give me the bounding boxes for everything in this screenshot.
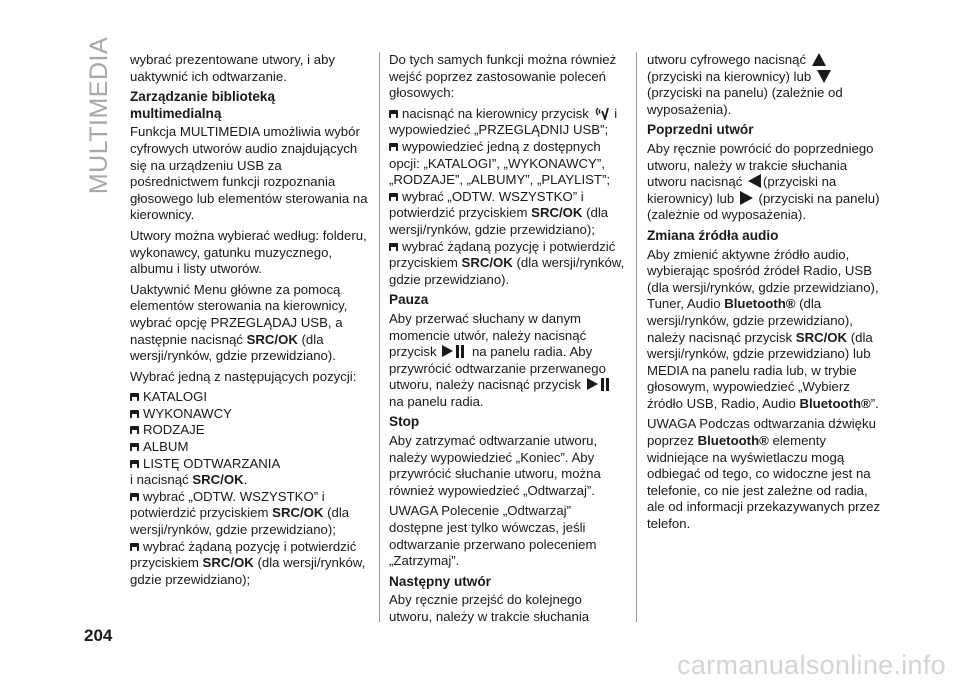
voice-command-icon xyxy=(595,107,609,120)
list-item: wybrać żądaną pozycję i potwierdzić przyciskiem SRC/OK (dla wersji/rynków, gdzie przewidziano); xyxy=(130,538,366,587)
heading-library: Zarządzanie biblioteką multimedialną xyxy=(130,89,276,121)
column-3 xyxy=(647,52,884,562)
bullet-icon xyxy=(130,426,139,434)
paragraph: Funkcja MULTIMEDIA umożliwia wybór cyfrowych utworów audio znajdujących się na urządzeniu USB za pośrednictwem funkcji rozpoznania głosowego lub elementów sterowania na kierownicy. xyxy=(130,124,368,223)
list-item: WYKONAWCY xyxy=(130,406,370,423)
paragraph: Do tych samych funkcji można również wejść poprzez zastosowanie poleceń głosowych: xyxy=(389,52,617,101)
note: UWAGA Polecenie „Odtwarzaj” dostępne jest tylko wówczas, jeśli odtwarzanie przerwano poleceniem „Zatrzymaj”. xyxy=(389,503,597,569)
list-item: wybrać „ODTW. WSZYSTKO” i potwierdzić przyciskiem SRC/OK (dla wersji/rynków, gdzie przewidziano); xyxy=(130,488,350,538)
column-1 xyxy=(130,52,370,612)
column-2 xyxy=(389,52,626,624)
bullet-icon xyxy=(389,143,398,151)
list-item: LISTĘ ODTWARZANIA xyxy=(130,456,370,473)
heading-previous-track: Poprzedni utwór xyxy=(647,122,754,138)
arrow-down-icon xyxy=(817,70,831,83)
paragraph: i nacisnąć SRC/OK. xyxy=(130,472,248,488)
note: UWAGA Podczas odtwarzania dźwięku poprzez Bluetooth® elementy widniejące na wyświetlaczu mogą odbiegać od tego, co widoczne jest na telefonie, co nie jest zależne od radia, ale od informacji przekazywanych przez telefon. xyxy=(647,416,881,532)
heading-next-track: Następny utwór xyxy=(389,573,491,589)
list-item: KATALOGI xyxy=(130,389,370,406)
column-divider xyxy=(636,52,637,622)
arrow-up-icon xyxy=(812,53,826,66)
paragraph: Utwory można wybierać według: folderu, wykonawcy, gatunku muzycznego, albumu i listy utworów. xyxy=(130,227,367,277)
list-item: RODZAJE xyxy=(130,422,370,439)
paragraph: Uaktywnić Menu główne za pomocą elementów sterowania na kierownicy, wybrać opcję PRZEGLĄDAJ USB, a następnie nacisnąć SRC/OK (dla wersji/rynków, gdzie przewidziano). xyxy=(130,281,348,364)
play-pause-icon xyxy=(587,378,611,391)
bullet-icon xyxy=(130,460,139,468)
heading-pause: Pauza xyxy=(389,292,429,308)
bullet-icon xyxy=(130,443,139,451)
bullet-icon xyxy=(130,493,139,501)
bullet-icon xyxy=(130,543,139,551)
heading-stop: Stop xyxy=(389,414,420,430)
paragraph: Aby przerwać słuchany w danym momencie utwór, należy nacisnąć przycisk na panelu radia. Aby przywrócić odtwarzanie przerwanego utworu, należy nacisnąć przycisk na panelu radia. xyxy=(389,311,626,411)
section-title: MULTIMEDIA xyxy=(85,36,114,194)
list-item: wybrać żądaną pozycję i potwierdzić przyciskiem SRC/OK (dla wersji/rynków, gdzie przewidziano). xyxy=(389,238,625,287)
bullet-icon xyxy=(389,243,398,251)
bullet-icon xyxy=(130,393,139,401)
paragraph: wybrać prezentowane utwory, i aby uaktywnić ich odtwarzanie. xyxy=(130,52,335,84)
paragraph: Aby zmienić aktywne źródło audio, wybierając spośród źródeł Radio, USB (dla wersji/rynków, gdzie przewidziano), Tuner, Audio Bluetooth® (dla wersji/rynków, gdzie przewidziano), należy nacisnąć przycisk SRC/OK (dla wersji/rynków, gdzie przewidziano) lub MEDIA na panelu radia lub, w trybie głosowym, wypowiedzieć „Wybierz źródło USB, Radio, Audio Bluetooth®”. xyxy=(647,246,879,411)
list-item: ALBUM xyxy=(130,439,370,456)
bullet-icon xyxy=(389,193,398,201)
list-item: nacisnąć na kierownicy przycisk i wypowiedzieć „PRZEGLĄDNIJ USB”; xyxy=(389,105,618,138)
bullet-icon xyxy=(389,110,398,118)
watermark: carmanualsonline.info xyxy=(677,650,946,680)
arrow-left-icon xyxy=(748,174,761,188)
paragraph: Aby ręcznie powrócić do poprzedniego utworu, należy w trakcie słuchania utworu nacisnąć (przyciski na kierownicy) lub (przyciski na panelu) (zależnie od wyposażenia). xyxy=(647,140,880,223)
bullet-icon xyxy=(130,410,139,418)
paragraph: utworu cyfrowego nacisnąć (przyciski na kierownicy) lub (przyciski na panelu) (zależnie od wyposażenia). xyxy=(647,52,843,117)
paragraph: Aby ręcznie przejść do kolejnego utworu, należy w trakcie słuchania xyxy=(389,592,590,624)
heading-audio-source: Zmiana źródła audio xyxy=(647,227,779,243)
play-pause-icon xyxy=(442,345,466,358)
paragraph: Aby zatrzymać odtwarzanie utworu, należy wypowiedzieć „Koniec”. Aby przywrócić słuchanie utworu, można również wypowiedzieć „Odtwarzaj”. xyxy=(389,433,601,498)
arrow-right-icon xyxy=(740,191,753,205)
paragraph: Wybrać jedną z następujących pozycji: xyxy=(130,368,357,384)
list-item: wybrać „ODTW. WSZYSTKO” i potwierdzić przyciskiem SRC/OK (dla wersji/rynków, gdzie przewidziano); xyxy=(389,188,609,237)
list-item: wypowiedzieć jedną z dostępnych opcji: „KATALOGI”, „WYKONAWCY”, „RODZAJE”, „ALBUMY”, „PLAYLIST”; xyxy=(389,138,611,188)
page-number: 204 xyxy=(84,626,113,645)
column-divider xyxy=(379,52,380,622)
